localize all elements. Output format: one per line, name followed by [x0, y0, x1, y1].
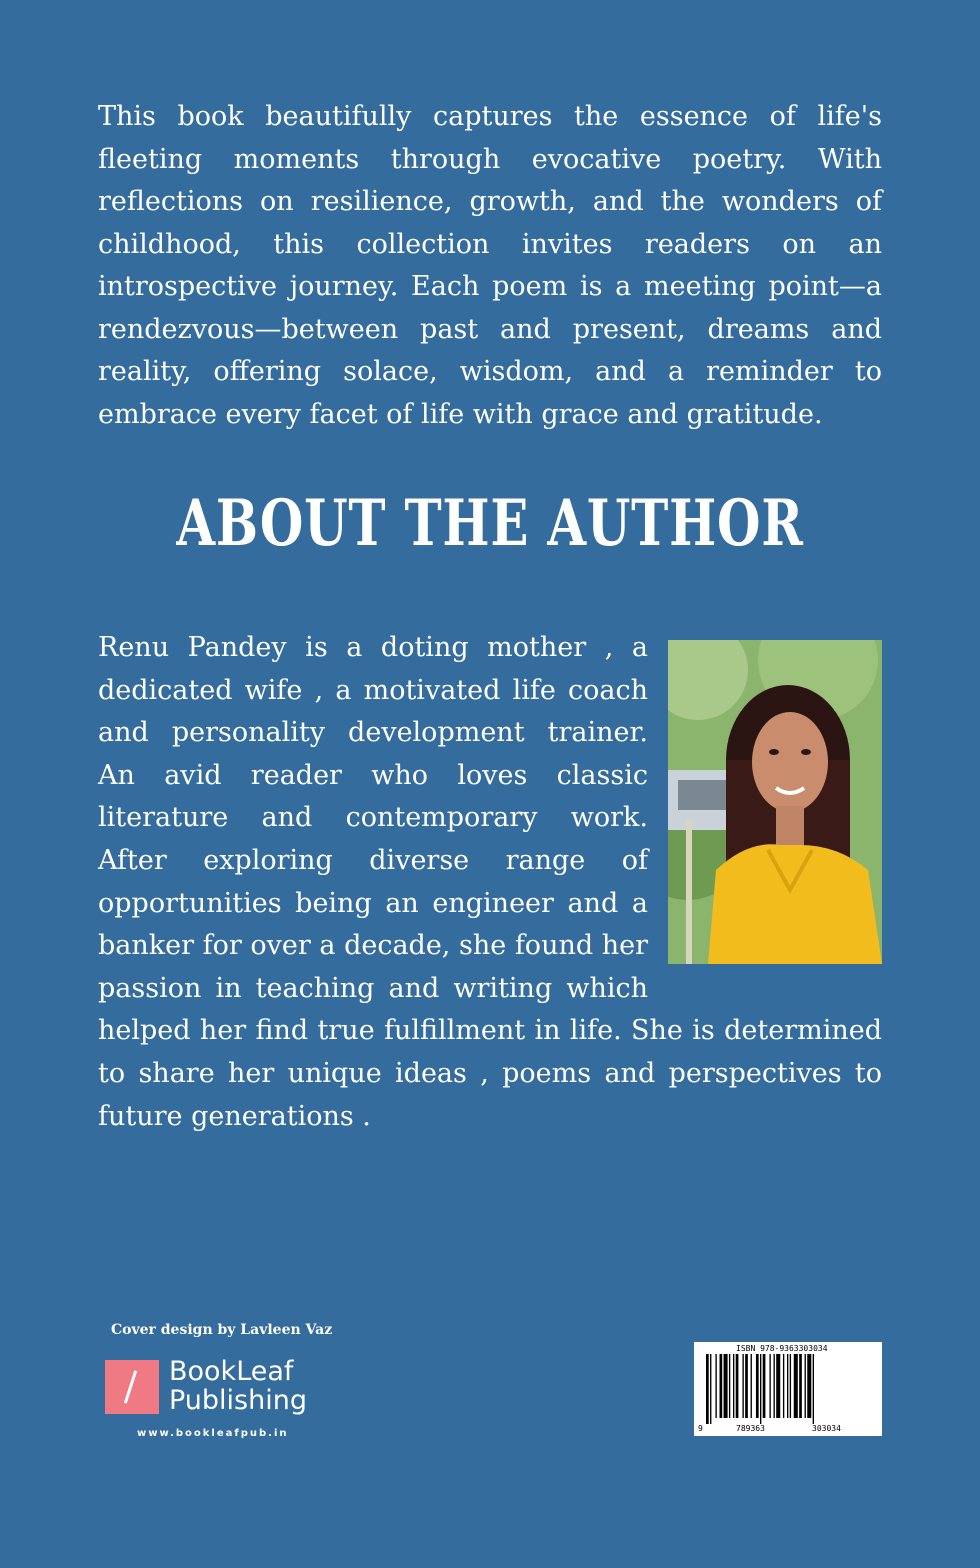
book-blurb: This book beautifully captures the essence of life's fleeting moments through evocative poetry. With reflections on resilience, growth, and the wonders of childhood, this collection invites readers on an introspective journey. Each poem is a meeting point—a rendezvous—between past and present, dreams and reality, offering solace, wisdom, and a reminder to embrace every facet of life with grace and gratitude.: [98, 101, 882, 430]
author-bio-text: Renu Pandey is a doting mother , a dedicated wife , a motivated life coach and personality development trainer. An avid reader who loves classic literature and contemporary work. After exploring diverse range of opportunities being an engineer and a banker for over a decade, she found her passion in teaching and writing which helped her find true fulfillment in life. She is determined to share her unique ideas , poems and perspectives to future generations .: [98, 632, 882, 1132]
author-photo: [668, 640, 882, 964]
barcode-group-2: 303034: [812, 1424, 841, 1433]
publisher-logo: [105, 1358, 305, 1418]
publisher-website: www.bookleafpub.in: [137, 1428, 289, 1439]
isbn-label: ISBN 978-9363303034: [736, 1344, 828, 1353]
about-author-heading: ABOUT THE AUTHOR: [176, 486, 804, 561]
barcode-left-digit: 9: [698, 1424, 703, 1433]
barcode-group-1: 789363: [736, 1424, 765, 1433]
publisher-name-line2: Publishing: [169, 1385, 307, 1416]
logo-mark-icon: [105, 1360, 159, 1414]
author-bio-section: [98, 627, 882, 1138]
publisher-name-line1: BookLeaf: [169, 1356, 294, 1387]
isbn-barcode: [694, 1342, 882, 1436]
cover-credit: Cover design by Lavleen Vaz: [111, 1322, 333, 1338]
barcode-bars-icon: [706, 1354, 874, 1424]
